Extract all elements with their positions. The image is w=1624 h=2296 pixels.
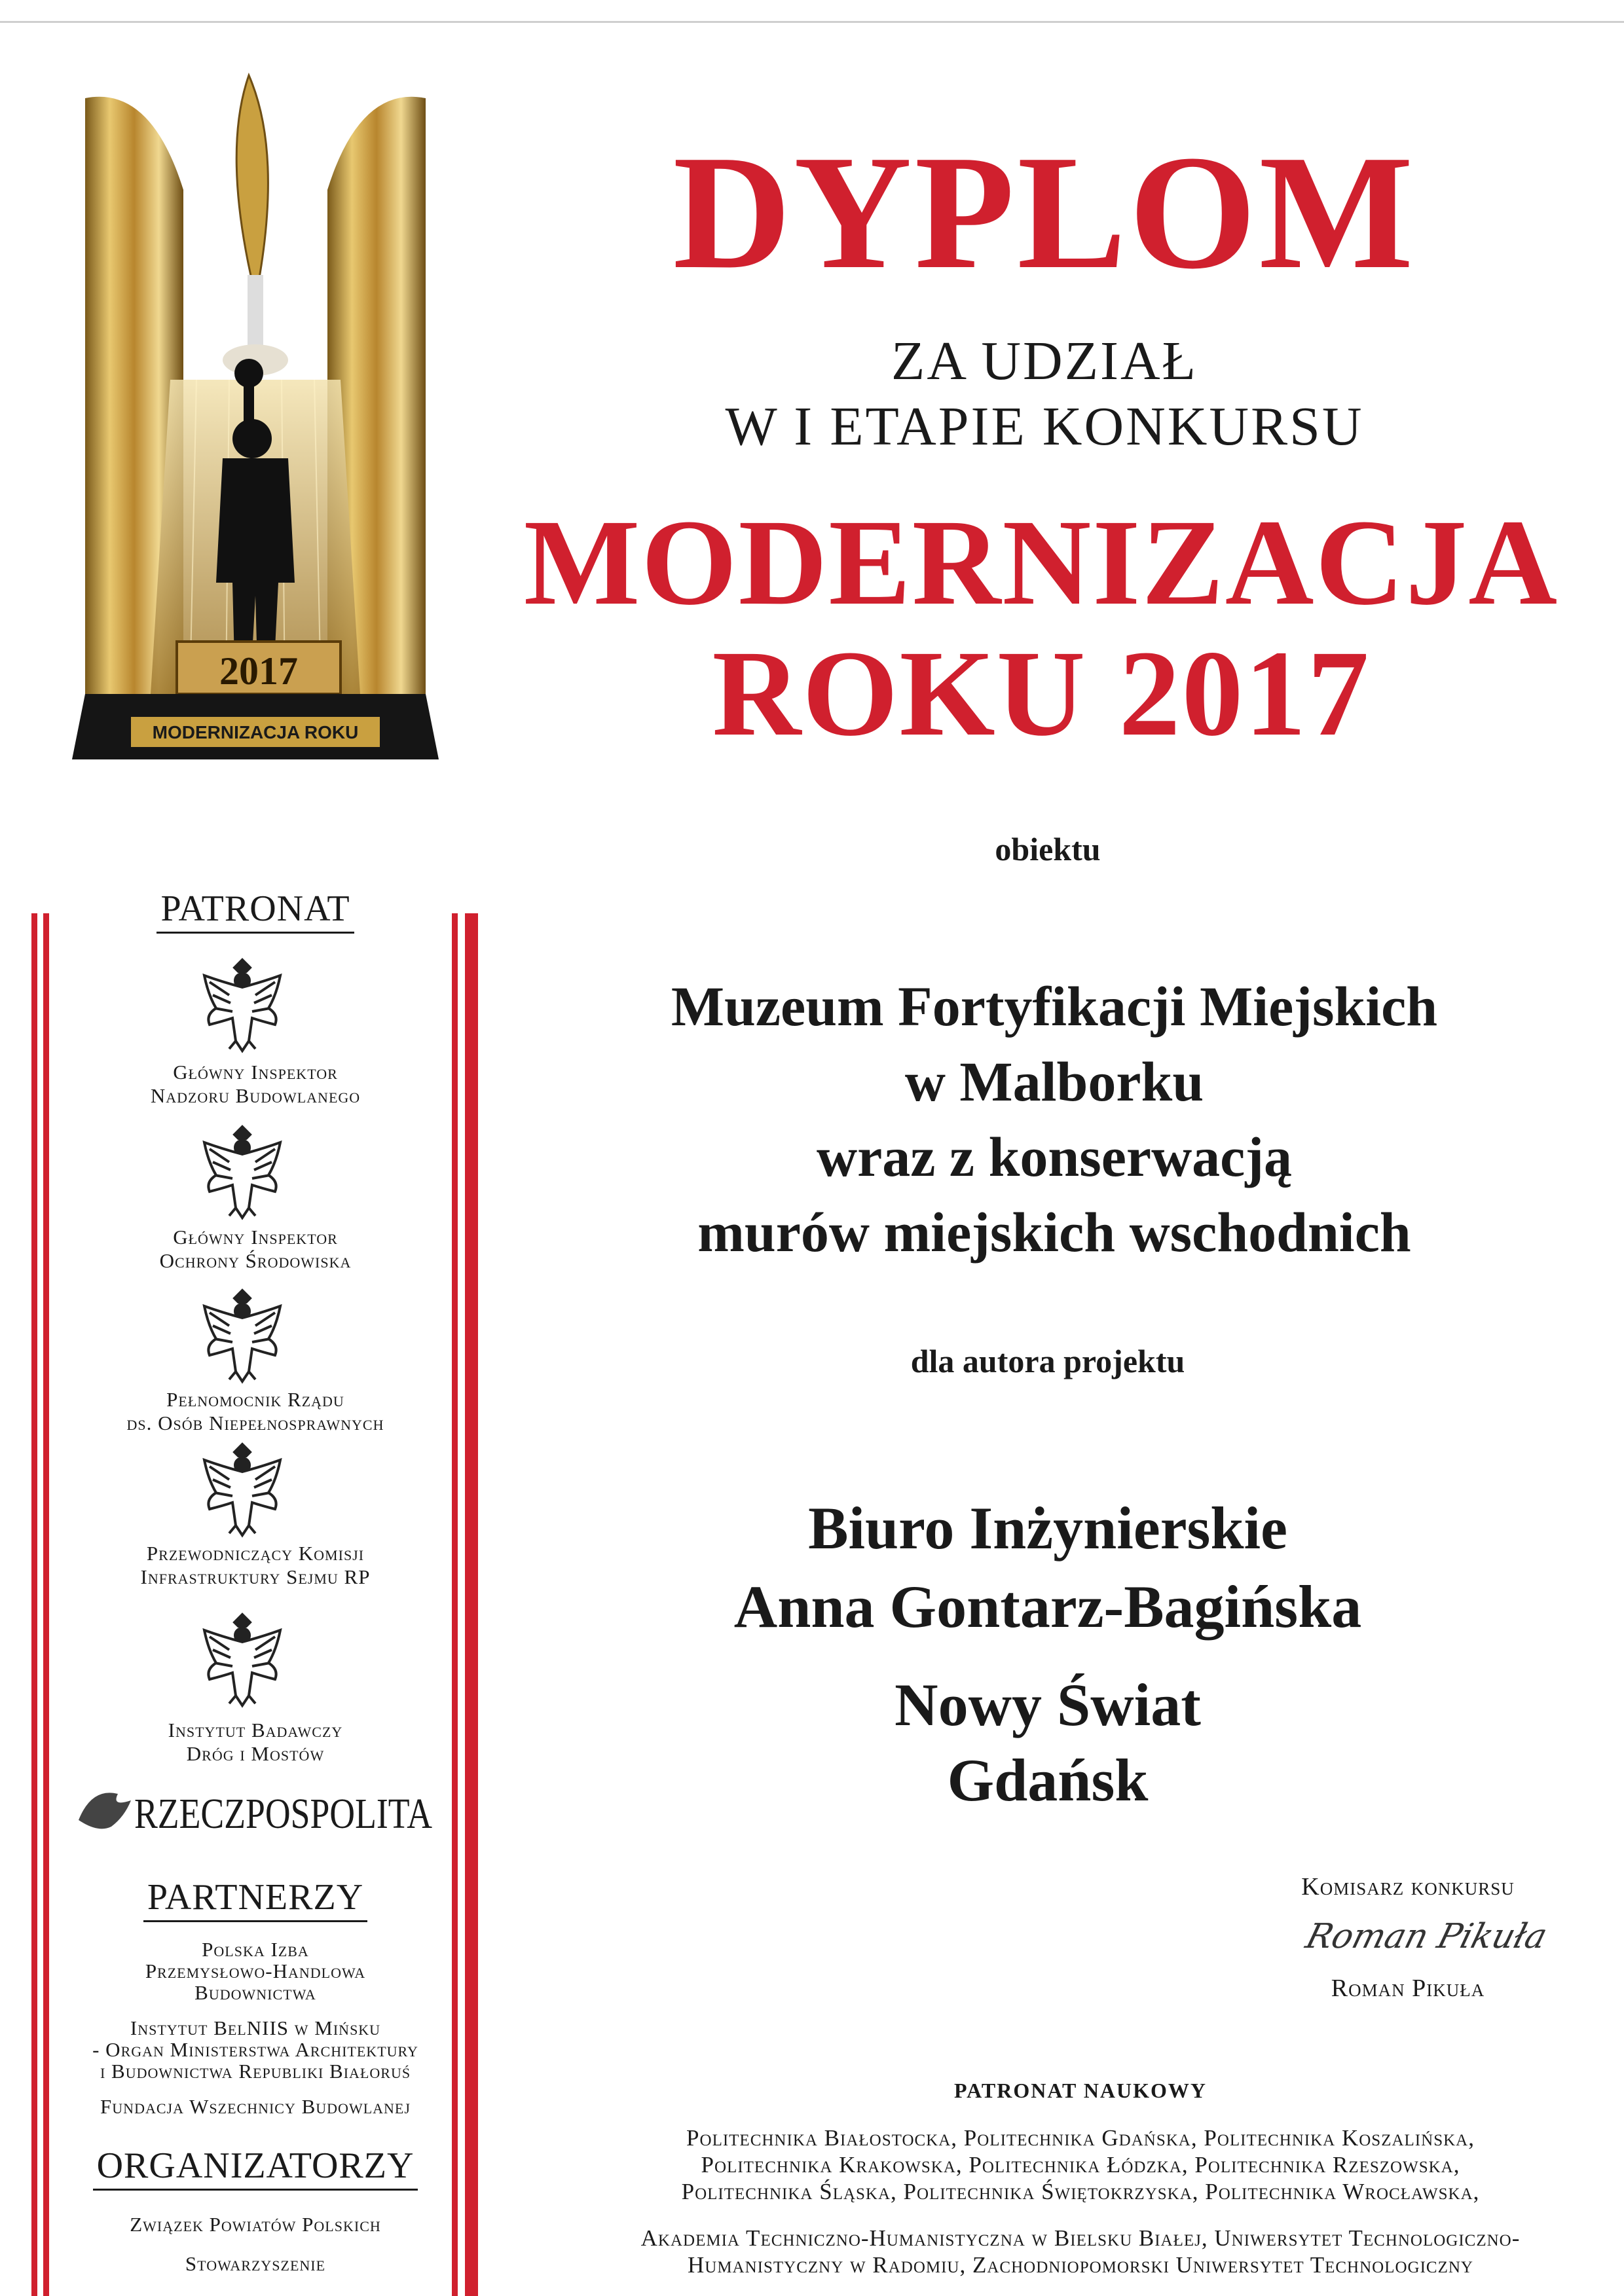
patronat-heading-text: PATRONAT <box>157 888 354 934</box>
partner-line: Fundacja Wszechnicy Budowlanej <box>100 2095 411 2118</box>
ribbon-stripe <box>452 913 458 2296</box>
top-border <box>0 21 1624 23</box>
trophy-plaque: MODERNIZACJA ROKU <box>152 722 359 742</box>
subtitle-line: W I ETAPIE KONKURSU <box>725 396 1364 457</box>
patronat-heading <box>85 890 426 927</box>
patron-line: Nadzoru Budowlanego <box>150 1084 361 1107</box>
partnerzy-heading-text: PARTNERZY <box>143 1877 367 1922</box>
contest-name-line: ROKU 2017 <box>712 625 1371 761</box>
organizer-line: Stowarzyszenie <box>185 2252 326 2275</box>
object-label: obiektu <box>995 831 1101 867</box>
university-line: Politechnika Krakowska, Politechnika Łódzka, Politechnika Rzeszowska, <box>701 2152 1460 2178</box>
object-name-line: w Malborku <box>904 1050 1204 1113</box>
author-label: dla autora projektu <box>910 1343 1185 1379</box>
eagle-emblem-icon <box>196 956 288 1054</box>
partner-line: Przemysłowo-Handlowa <box>145 1959 366 1982</box>
organizer-line: Związek Powiatów Polskich <box>130 2213 381 2236</box>
university-line: Humanistyczny w Radomiu, Zachodniopomorski Uniwersytet Technologiczny <box>688 2252 1473 2278</box>
partnerzy-heading <box>85 1879 426 1916</box>
patron-line: Infrastruktury Sejmu RP <box>140 1565 371 1588</box>
object-name-line: Muzeum Fortyfikacji Miejskich <box>671 975 1438 1038</box>
patron-line: Dróg i Mostów <box>186 1742 325 1765</box>
organizatorzy-heading <box>85 2147 426 2184</box>
patron-line: Ochrony Środowiska <box>159 1249 352 1272</box>
ribbon-stripe <box>465 913 478 2296</box>
partner-line: - Organ Ministerstwa Architektury <box>92 2038 418 2061</box>
patron-line: Główny Inspektor <box>173 1061 338 1084</box>
eagle-emblem-icon <box>196 1611 288 1709</box>
patron-line: ds. Osób Niepełnosprawnych <box>126 1412 384 1434</box>
author-line: Anna Gontarz-Bagińska <box>733 1573 1362 1640</box>
trophy-illustration <box>72 72 439 773</box>
rzeczpospolita-logo-text: RZECZPOSPOLITA <box>134 1790 433 1838</box>
partner-line: Polska Izba <box>202 1938 309 1961</box>
partner-line: Instytut BelNIIS w Mińsku <box>130 2016 381 2039</box>
commissioner-signature <box>1301 1902 1552 1967</box>
trophy-year: 2017 <box>219 649 298 693</box>
university-line: Akademia Techniczno-Humanistyczna w Bielsku Białej, Uniwersytet Technologiczno- <box>640 2225 1521 2251</box>
commissioner-name: Roman Pikuła <box>1331 1975 1485 2002</box>
object-name-line: wraz z konserwacją <box>816 1125 1292 1188</box>
subtitle-line: ZA UDZIAŁ <box>891 331 1198 392</box>
partner-line: Budownictwa <box>194 1981 316 2004</box>
author-line: Gdańsk <box>947 1747 1149 1813</box>
diploma-title: DYPLOM <box>673 122 1416 303</box>
ribbon-stripe <box>31 913 37 2296</box>
signature-text: Roman Pikuła <box>1301 1916 1552 1956</box>
eagle-emblem-icon <box>196 1440 288 1539</box>
ribbon-stripe <box>43 913 49 2296</box>
rzeczpospolita-logo <box>72 1781 439 1840</box>
eagle-emblem-icon <box>196 1286 288 1385</box>
author-line: Nowy Świat <box>895 1671 1201 1738</box>
patron-line: Pełnomocnik Rządu <box>166 1388 344 1411</box>
patron-line: Główny Inspektor <box>173 1226 338 1248</box>
contest-name-line: MODERNIZACJA <box>523 494 1559 630</box>
partner-line: i Budownictwa Republiki Białoruś <box>100 2060 411 2083</box>
object-name-line: murów miejskich wschodnich <box>697 1201 1411 1264</box>
patron-line: Przewodniczący Komisji <box>146 1542 365 1565</box>
university-line: Politechnika Śląska, Politechnika Świętokrzyska, Politechnika Wrocławska, <box>681 2179 1480 2204</box>
patron-line: Instytut Badawczy <box>168 1719 343 1741</box>
author-line: Biuro Inżynierskie <box>808 1495 1287 1561</box>
scientific-patronage-label: PATRONAT NAUKOWY <box>953 2079 1208 2102</box>
commissioner-label: Komisarz konkursu <box>1301 1873 1515 1901</box>
university-line: Politechnika Białostocka, Politechnika Gdańska, Politechnika Koszalińska, <box>686 2125 1475 2151</box>
eagle-emblem-icon <box>196 1123 288 1221</box>
organizatorzy-heading-text: ORGANIZATORZY <box>93 2145 418 2191</box>
